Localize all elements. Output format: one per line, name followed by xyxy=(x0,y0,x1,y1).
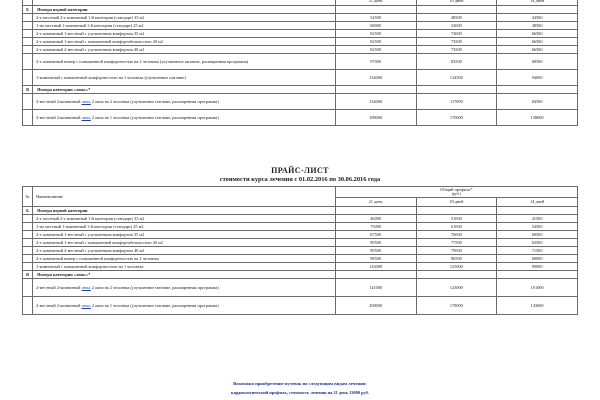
cell-name: 2-х комнатный номер с повышенной комфортностью на 2 человека xyxy=(33,255,336,263)
cell-p3: 44500 xyxy=(497,14,578,22)
cell-p3: 14 дней xyxy=(497,0,578,6)
header-profile xyxy=(335,187,577,198)
cell-name: 2-местный 2-комнатный люкс 2 окна на 2 человека (улучшенное питание, расширенная программа) xyxy=(33,94,336,110)
table-row xyxy=(23,231,578,239)
cell-p2: 117000 xyxy=(416,94,497,110)
section-header-row xyxy=(23,271,578,279)
cell-p1: 68000 xyxy=(335,22,416,30)
cell-name: 2-х местный 2-х комнатный 1-й категории (стандарт) 35 м2 xyxy=(33,215,336,223)
cell-p2: 51000 xyxy=(416,215,497,223)
table-row xyxy=(23,263,578,271)
cell-p3: 68500 xyxy=(497,54,578,70)
cell-name: 2-х комнатный 2-местный с улучшенным комфортом 40 м2 xyxy=(33,46,336,54)
cell-p1: 87500 xyxy=(335,231,416,239)
cell-empty-3 xyxy=(497,207,578,215)
cell-p2: 73500 xyxy=(416,46,497,54)
table-row xyxy=(23,215,578,223)
table-row xyxy=(23,223,578,231)
cell-num xyxy=(23,70,33,86)
cell-p1: 82500 xyxy=(335,30,416,38)
cell-num xyxy=(23,239,33,247)
cell-p2: 86500 xyxy=(416,255,497,263)
cell-p1: 134000 xyxy=(335,70,416,86)
cell-name: 2-х местный 2-х комнатный 1-й категории (стандарт) 35 м2 xyxy=(33,14,336,22)
section-header-row xyxy=(23,207,578,215)
table-row xyxy=(23,239,578,247)
cell-num xyxy=(23,110,33,126)
page-title: ПРАЙС-ЛИСТ xyxy=(271,166,329,175)
cell-p2: 124500 xyxy=(416,70,497,86)
cell-p1: 208000 xyxy=(335,297,416,315)
price-table-top xyxy=(22,0,578,126)
section-label: Номера первой категории xyxy=(33,207,336,215)
header-profile-label: Общий профиль* xyxy=(440,187,473,192)
cell-empty-2 xyxy=(416,207,497,215)
cell-empty-3 xyxy=(497,86,578,94)
cell-p2: 79000 xyxy=(416,247,497,255)
cell-num xyxy=(23,14,33,22)
cell-p3: 54500 xyxy=(497,223,578,231)
cell-num xyxy=(23,94,33,110)
cell-p2: 125000 xyxy=(416,263,497,271)
cell-num xyxy=(23,54,33,70)
table-header-row xyxy=(23,187,578,198)
cell-name: 2-х комнатный 1-местный с повышенной комфортабельностью 40 м2 xyxy=(33,38,336,46)
cell-p3: 84500 xyxy=(497,94,578,110)
table-bottom-body xyxy=(23,187,578,315)
cell-p3: 68000 xyxy=(497,255,578,263)
cell-p1: 98500 xyxy=(335,255,416,263)
table-row xyxy=(23,247,578,255)
cell-p3: 63500 xyxy=(497,239,578,247)
cell-p2: 48500 xyxy=(416,14,497,22)
cell-p2: 170000 xyxy=(416,110,497,126)
table-row xyxy=(23,297,578,315)
cell-p2: 54000 xyxy=(416,22,497,30)
section-num: В xyxy=(23,86,33,94)
header-days-18: 18 дней xyxy=(416,198,497,207)
cell-p2: 76000 xyxy=(416,231,497,239)
table-row xyxy=(23,279,578,297)
cell-num xyxy=(23,231,33,239)
cell-p1: 141000 xyxy=(335,279,416,297)
cell-p3: 138000 xyxy=(497,110,578,126)
cell-num xyxy=(23,215,33,223)
table-row xyxy=(23,22,578,30)
page-subtitle: стоимости курса лечения с 01.02.2016 по 30.06.2016 года xyxy=(219,176,381,183)
cell-num xyxy=(23,30,33,38)
cell-empty-1 xyxy=(335,207,416,215)
cell-p2: 83500 xyxy=(416,54,497,70)
cell-p2: 77500 xyxy=(416,239,497,247)
cell-num xyxy=(23,38,33,46)
footer-note-2: кардиологический профиль, стоимость лечения на 21 день 13000 руб. xyxy=(231,390,369,395)
cell-num xyxy=(23,223,33,231)
table-row xyxy=(23,54,578,70)
section-num: В xyxy=(23,271,33,279)
cell-p3: 68500 xyxy=(497,231,578,239)
cell-empty-1 xyxy=(335,86,416,94)
cell-p3: 99000 xyxy=(497,263,578,271)
cell-p3: 101000 xyxy=(497,279,578,297)
section-header-row xyxy=(23,86,578,94)
cell-name: 2-х комнатный 1-местный с улучшенным комфортом 35 м2 xyxy=(33,231,336,239)
cell-p1: 21 день xyxy=(335,0,416,6)
cell-p1: 82500 xyxy=(335,38,416,46)
cell-p3: 48500 xyxy=(497,22,578,30)
cell-p1: 75000 xyxy=(335,223,416,231)
cell-num xyxy=(23,46,33,54)
section-num: Б xyxy=(23,207,33,215)
table-row xyxy=(23,110,578,126)
cell-name: 1-но местный 1-комнатный 1-й категории (стандарт) 25 м2 xyxy=(33,223,336,231)
section-label: Номера категории «люкс»* xyxy=(33,271,336,279)
cell-p1: 54500 xyxy=(335,14,416,22)
cell-p3: 94000 xyxy=(497,70,578,86)
cell-name: 2-х комнатный 1-местный с улучшенным комфортом 35 м2 xyxy=(33,30,336,38)
cell-p1: 97000 xyxy=(335,54,416,70)
cell-name: 2-х комнатный номер с повышенной комфортностью на 2 человека (улучшенное питание, расширенная программа) xyxy=(33,54,336,70)
table-row xyxy=(23,94,578,110)
cell-num xyxy=(23,297,33,315)
section-label: Номера первой категории xyxy=(33,6,336,14)
section-label: Номера категории «люкс»* xyxy=(33,86,336,94)
cell-p2: 178000 xyxy=(416,297,497,315)
header-num: № xyxy=(23,187,33,207)
header-days-14: 14 дней xyxy=(497,198,578,207)
cell-name: 2-х комнатный 1-местный с повышенной комфортабельностью 40 м2 xyxy=(33,239,336,247)
cell-num xyxy=(23,279,33,297)
cell-empty-2 xyxy=(416,271,497,279)
cell-p2: 61000 xyxy=(416,223,497,231)
cell-p2: 73000 xyxy=(416,30,497,38)
cell-name: 2-местный 2-комнатный люкс 2 окна на 1 человека (улучшенное питание, расширенная программа) xyxy=(33,297,336,315)
cell-p3: 66500 xyxy=(497,38,578,46)
cell-num xyxy=(23,255,33,263)
cell-name: 1-комнатный с повышенной комфортностью на 1 человека xyxy=(33,263,336,271)
cell-p2: 123000 xyxy=(416,279,497,297)
cell-empty-1 xyxy=(335,6,416,14)
cell-p1: 188000 xyxy=(335,110,416,126)
section-num: Б xyxy=(23,6,33,14)
cell-empty-2 xyxy=(416,86,497,94)
cell-num xyxy=(23,247,33,255)
cell-p1: 134000 xyxy=(335,94,416,110)
header-days-21: 21 день xyxy=(335,198,416,207)
table-row xyxy=(23,38,578,46)
cell-p1: 46000 xyxy=(335,215,416,223)
footer-note-1: Возможно приобретение путевок по следующим видам лечения: xyxy=(233,381,367,386)
cell-num xyxy=(23,263,33,271)
cell-p1: 143000 xyxy=(335,263,416,271)
cell-p3: 66500 xyxy=(497,46,578,54)
cell-p2: 73500 xyxy=(416,38,497,46)
cell-p3: 66500 xyxy=(497,30,578,38)
table-row xyxy=(23,46,578,54)
cell-num xyxy=(23,22,33,30)
section-header-row xyxy=(23,6,578,14)
cell-p3: 143000 xyxy=(497,297,578,315)
cell-name: 1-но местный 1-комнатный 1-й категории (стандарт) 25 м2 xyxy=(33,22,336,30)
cell-empty-1 xyxy=(335,271,416,279)
cell-empty-2 xyxy=(416,6,497,14)
cell-p3: 71500 xyxy=(497,247,578,255)
table-row xyxy=(23,255,578,263)
cell-name: 1-комнатный с повышенной комфортностью на 1 человека (улучшенное питание) xyxy=(33,70,336,86)
cell-p2: 18 дней xyxy=(416,0,497,6)
cell-name: 2-местный 2-комнатный люкс 2 окна на 2 человека (улучшенное питание, расширенная программа) xyxy=(33,279,336,297)
table-top-body xyxy=(23,0,578,126)
header-name: Наименование xyxy=(33,187,336,207)
cell-name: 2-местный 2-комнатный люкс 2 окна на 1 человека (улучшенное питание, расширенная программа) xyxy=(33,110,336,126)
cell-empty-3 xyxy=(497,6,578,14)
cell-p3: 41500 xyxy=(497,215,578,223)
table-row xyxy=(23,14,578,22)
cell-p1: 89500 xyxy=(335,247,416,255)
table-row xyxy=(23,30,578,38)
cell-p1: 89500 xyxy=(335,239,416,247)
cell-name: 2-х комнатный 2-местный с улучшенным комфортом 40 м2 xyxy=(33,247,336,255)
price-table-bottom xyxy=(22,186,578,315)
table-row xyxy=(23,70,578,86)
cell-p1: 82500 xyxy=(335,46,416,54)
cell-empty-3 xyxy=(497,271,578,279)
header-profile-unit: (руб.) xyxy=(451,192,461,197)
